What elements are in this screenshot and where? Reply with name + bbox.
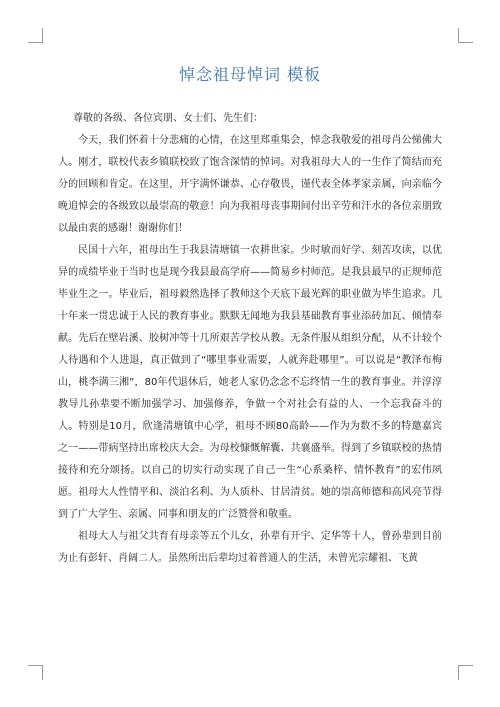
corner-mark-bottom-left	[28, 665, 43, 680]
document-body	[58, 108, 442, 570]
corner-mark-bottom-right	[458, 665, 473, 680]
document-title: 悼念祖母悼词 模板	[178, 65, 322, 84]
paragraph-3: 祖母大人与祖父共育有母亲等五个儿女，孙辈有开宇、定华等十人，曾孙辈到目前为止有彭轩、肖阔二人。虽然所出后辈均过着普通人的生活，未曾光宗耀祖、飞黄	[58, 531, 442, 564]
paragraph-2: 民国十六年，祖母出生于我县清塘镇一农耕世家。少时敏而好学、刻苦攻读，以优异的成绩毕业于当时也是现今我县最高学府——简易乡村师范。是我县最早的正规师范毕业生之一。毕业后，祖母毅然选择了教师这个天底下最光辉的职业做为毕生追求。几十年来一贯忠诚于人民的教育事业。默默无闻地为我县基础教育事业添砖加瓦、倾情奉献。先后在壁岩溪、胶树冲等十几所艰苦学校从教。无条件服从组织分配，从不计较个人待遇和个人进退，真正做到了“哪里事业需要，人就奔赴哪里”。可以说是“教泽布梅山，桃李满三湘”，80年代退休后，她老人家仍念念不忘终情一生的教育事业。并淳淳教导儿孙辈要不断加强学习、加强修养，争做一个对社会有益的人、一个忘我奋斗的人。特别是10月，欣逢清塘镇中心学，祖母不顾80高龄——作为为数不多的特邀嘉宾之一——带病坚持出席校庆大会。为母校慷慨解囊、共襄盛举。得到了乡镇联校的热情接待和充分颂扬。以自己的切实行动实现了自己一生“心系桑梓、情怀教育”的宏伟夙愿。祖母大人性情平和、淡泊名利、为人质朴、甘居清贫。她的崇高师德和高风亮节得到了广大学生、亲属、同事和朋友的广泛赞誉和敬重。	[58, 245, 442, 520]
corner-mark-top-right	[458, 28, 473, 43]
paragraph-1: 今天，我们怀着十分悲痛的心情，在这里郑重集会，悼念我敬爱的祖母肖公悌佛大人。刚才，联校代表乡镇联校致了饱含深情的悼词。对我祖母大人的一生作了简结而充分的回顾和肯定。在这里，开宇满怀谦恭、心存敬畏，谨代表全体孝家亲属，向亲临今晚追悼会的各级致以最崇高的敬意！向为我祖母丧事期间付出辛劳和汗水的各位亲朋致以最由衷的感谢！谢谢你们！	[58, 135, 442, 234]
greeting-line: 尊敬的各级、各位宾朋、女士们、先生们：	[73, 113, 263, 124]
corner-mark-top-left	[28, 28, 43, 43]
